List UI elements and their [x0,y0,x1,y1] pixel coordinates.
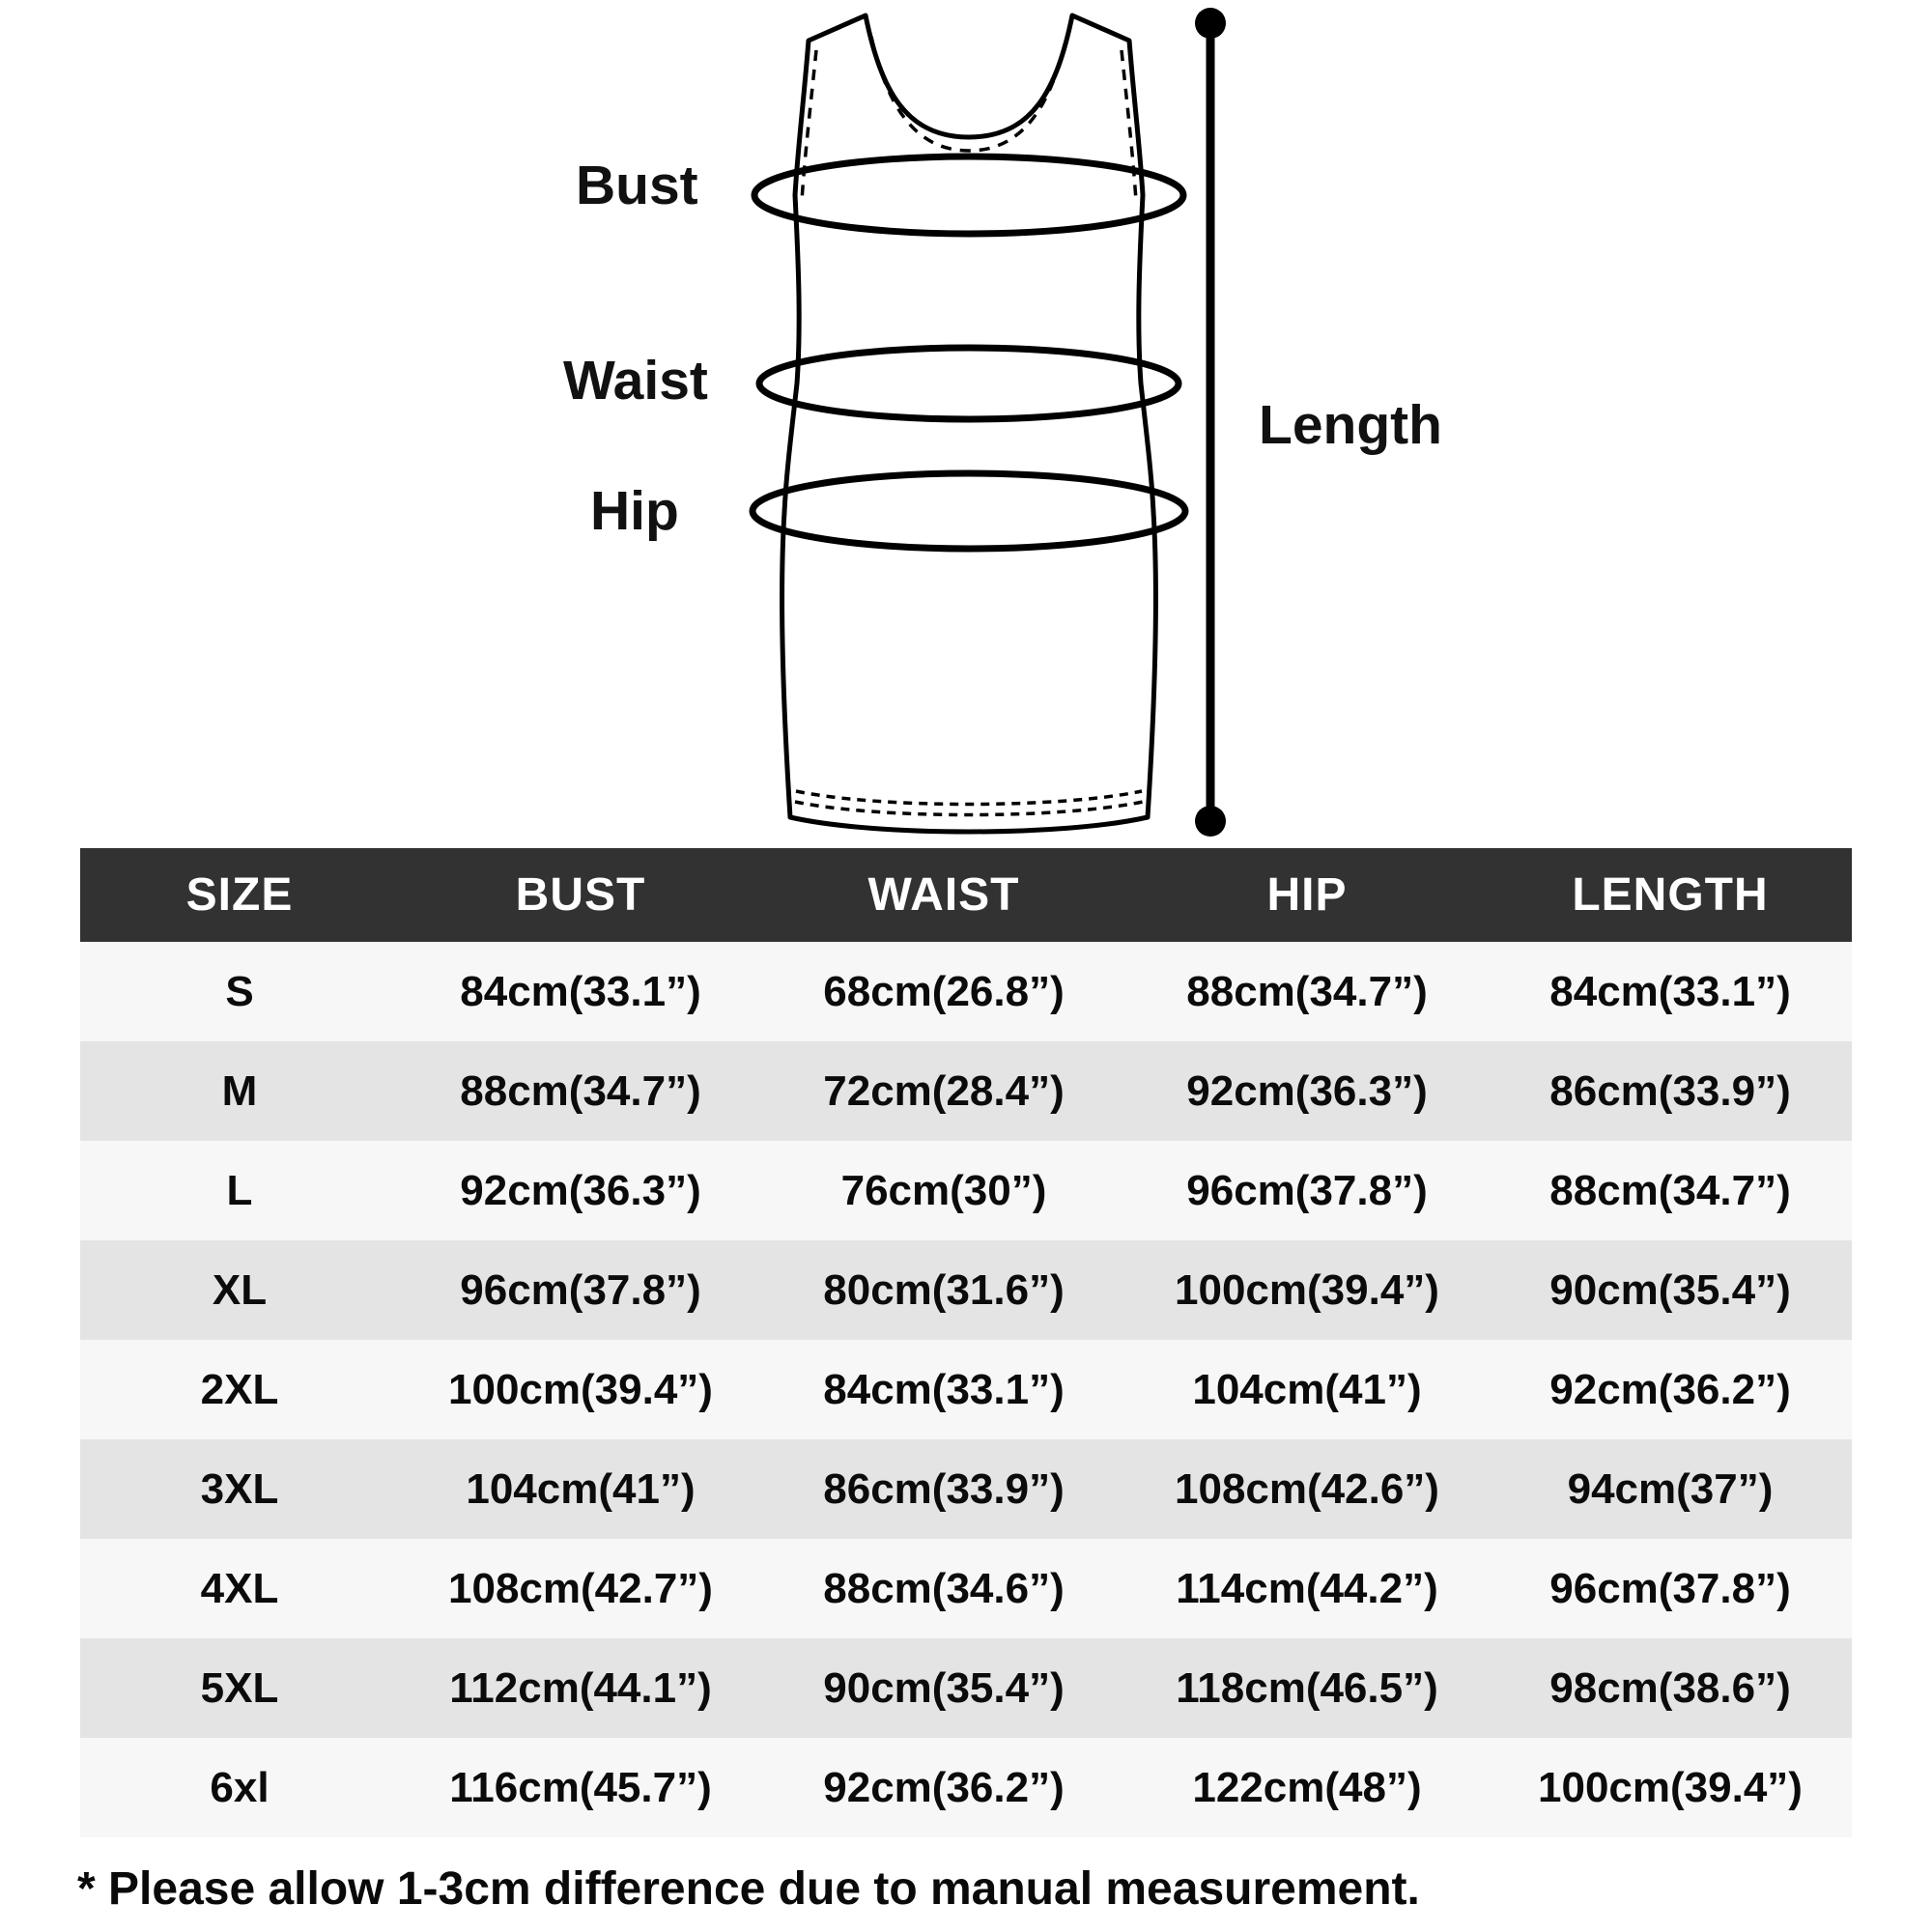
length-line-bottom-dot [1195,806,1226,837]
dress-outline [782,15,1156,832]
waist-cell: 76cm(30”) [840,1166,1047,1214]
size-cell: 4XL [200,1564,279,1612]
bust-cell: 88cm(34.7”) [460,1066,701,1115]
hip-cell: 96cm(37.8”) [1186,1166,1428,1214]
waist-cell: 68cm(26.8”) [823,967,1065,1015]
bust-cell: 108cm(42.7”) [448,1564,713,1612]
length-cell: 84cm(33.1”) [1549,967,1791,1015]
table-row-xl [80,1240,1852,1340]
waist-cell: 80cm(31.6”) [823,1265,1065,1314]
hip-label: Hip [590,480,679,542]
size-cell: 3XL [200,1464,279,1513]
waist-cell: 92cm(36.2”) [823,1763,1065,1811]
table-row-4xl [80,1539,1852,1638]
length-cell: 90cm(35.4”) [1549,1265,1791,1314]
table-row-2xl [80,1340,1852,1439]
bust-cell: 84cm(33.1”) [460,967,701,1015]
table-header-row [80,848,1852,942]
measurement-diagram [0,0,1932,850]
bust-label: Bust [576,155,698,216]
table-row-6xl [80,1738,1852,1837]
waist-cell: 84cm(33.1”) [823,1365,1065,1413]
bust-cell: 100cm(39.4”) [448,1365,713,1413]
waist-label: Waist [563,350,708,412]
table-row-3xl [80,1439,1852,1539]
measurement-note: * Please allow 1-3cm difference due to manual measurement. [77,1863,1420,1915]
length-cell: 86cm(33.9”) [1549,1066,1791,1115]
size-cell: S [225,967,254,1015]
bust-cell: 96cm(37.8”) [460,1265,701,1314]
hip-cell: 122cm(48”) [1192,1763,1422,1811]
size-cell: M [221,1066,258,1115]
column-header-length: LENGTH [1489,848,1852,942]
column-header-bust: BUST [399,848,762,942]
length-cell: 96cm(37.8”) [1549,1564,1791,1612]
table-row-m [80,1041,1852,1141]
column-header-size: SIZE [80,848,399,942]
bust-cell: 116cm(45.7”) [449,1763,712,1811]
size-cell: 6xl [210,1763,270,1811]
length-cell: 88cm(34.7”) [1549,1166,1791,1214]
hip-cell: 108cm(42.6”) [1175,1464,1439,1513]
hip-cell: 114cm(44.2”) [1176,1564,1438,1612]
size-cell: 5XL [200,1663,279,1712]
size-cell: L [226,1166,253,1214]
hip-cell: 88cm(34.7”) [1186,967,1428,1015]
hip-cell: 100cm(39.4”) [1175,1265,1439,1314]
size-cell: 2XL [200,1365,279,1413]
hip-cell: 118cm(46.5”) [1176,1663,1438,1712]
column-header-waist: WAIST [762,848,1125,942]
length-cell: 98cm(38.6”) [1549,1663,1791,1712]
length-cell: 94cm(37”) [1567,1464,1774,1513]
waist-cell: 86cm(33.9”) [823,1464,1065,1513]
waist-cell: 72cm(28.4”) [823,1066,1065,1115]
bust-cell: 92cm(36.3”) [460,1166,701,1214]
length-cell: 92cm(36.2”) [1549,1365,1791,1413]
size-cell: XL [212,1265,268,1314]
bust-cell: 112cm(44.1”) [449,1663,712,1712]
bust-cell: 104cm(41”) [466,1464,696,1513]
waist-cell: 90cm(35.4”) [823,1663,1065,1712]
column-header-hip: HIP [1125,848,1489,942]
length-label: Length [1259,394,1442,456]
table-row-l [80,1141,1852,1240]
length-cell: 100cm(39.4”) [1538,1763,1803,1811]
size-chart-table [80,848,1852,1837]
hip-cell: 104cm(41”) [1192,1365,1422,1413]
table-row-s [80,942,1852,1041]
hip-cell: 92cm(36.3”) [1186,1066,1428,1115]
table-row-5xl [80,1638,1852,1738]
length-line-top-dot [1195,8,1226,39]
waist-cell: 88cm(34.6”) [823,1564,1065,1612]
